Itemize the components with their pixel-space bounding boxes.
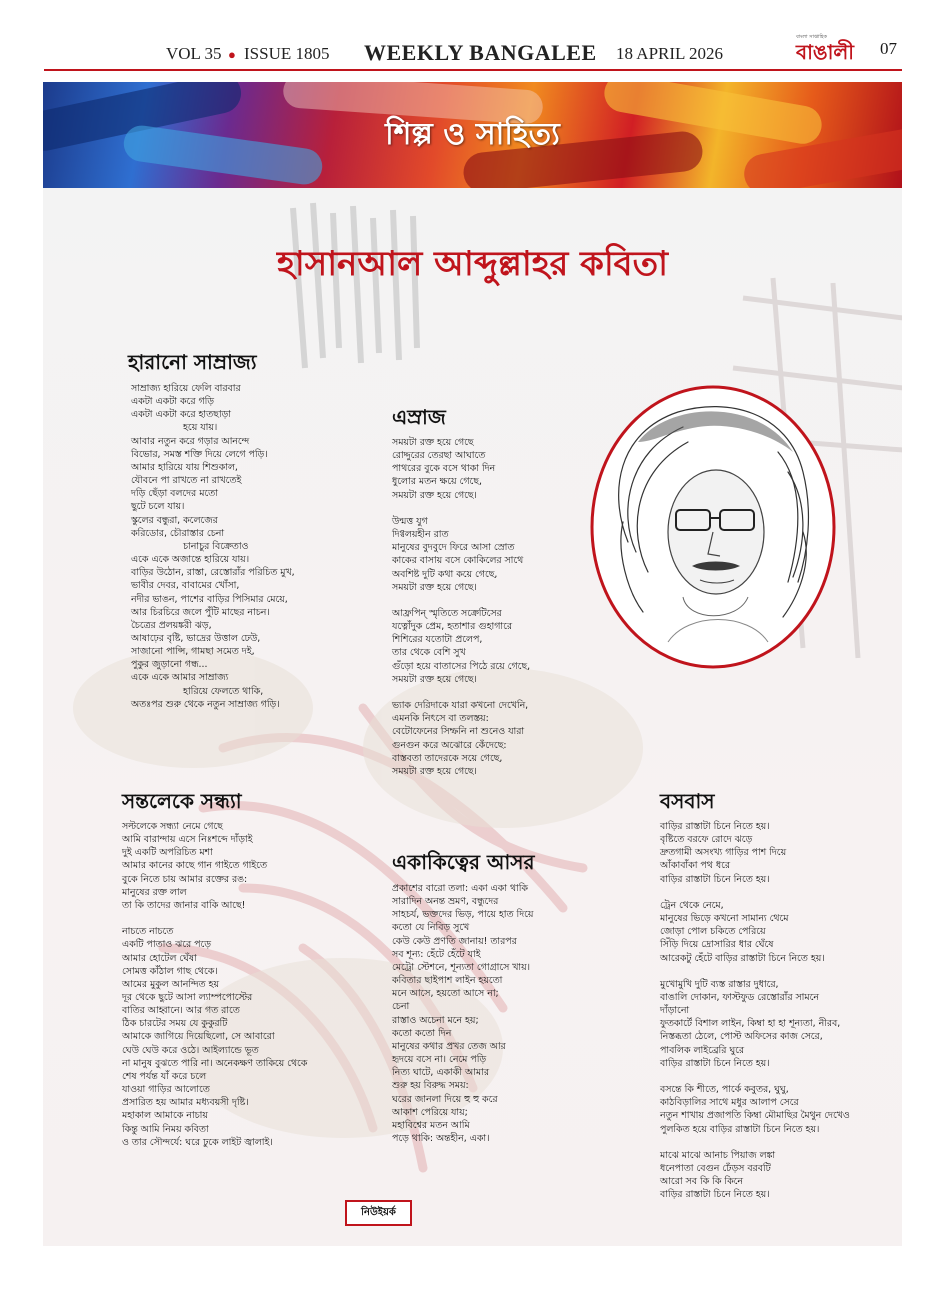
poem-body-3 xyxy=(122,820,307,1149)
poem-line: যত্নোঁদুক প্রেম, হতাশার গুহাগারে xyxy=(392,621,513,633)
poem-line: কাকের বাসায় বসে কোকিলের সাথে xyxy=(392,555,524,567)
poem-line: সময়টা রক্ত হয়ে গেছে। xyxy=(392,489,477,501)
poem-line: বসন্তে কি শীতে, পার্কে কবুতর, ঘুঘু, xyxy=(660,1084,789,1096)
poem-line: একটা একটা করে হাতছাড়া xyxy=(131,409,231,421)
poem-line: বাড়ির উঠোন, রাস্তা, রেস্তোরাঁর পরিচিত মুখ, xyxy=(131,567,295,579)
poem-line: অতঃপর শুরু থেকে নতুন সাম্রাজ্য গড়ি। xyxy=(131,698,280,710)
header-rule xyxy=(44,69,902,71)
poem-title-3: সন্তলেকে সন্ধ্যা xyxy=(122,789,242,813)
poem-line: সময়টা রক্ত হয়ে গেছে। xyxy=(392,765,477,777)
poem-line: শুরু হয় বিরুদ্ধ সময়: xyxy=(392,1080,469,1092)
poem-line: জোড়া পোল চকিতে পেরিয়ে xyxy=(660,926,766,938)
poem-line: প্রকাশের বারো তলা: একা একা থাকি xyxy=(392,883,528,894)
poem-line: কাঠবিড়ালির সাথে মধুর আলাপ সেরে xyxy=(660,1097,799,1109)
poem-line: ঠিক চারটের সময় যে কুকুরটি xyxy=(122,1018,228,1030)
poem-line: কতো যে নিবিড় সুখে xyxy=(392,922,470,934)
poem-line: তার থেকে বেশি সুখ xyxy=(392,647,466,659)
poem-line: শিশিরের যতোটা প্রলেপ, xyxy=(392,634,483,646)
poem-line: পাবলিক লাইব্রেরি ঘুরে xyxy=(660,1044,745,1056)
poem-line: একটি পাতাও ঝরে পড়ে xyxy=(122,939,211,951)
poem-line: আঁকাবাঁকা পথ ধরে xyxy=(660,860,730,872)
poem-line: আরেকটু হেঁটে বাড়ির রাস্তাটা চিনে নিতে হয়। xyxy=(660,952,825,964)
poem-line: দুই একটি অপরিচিত মশা xyxy=(122,847,213,859)
poem-line: একটা একটা করে গড়ি xyxy=(131,396,214,408)
location-tag: নিউইয়র্ক xyxy=(345,1200,412,1226)
poem-line xyxy=(660,1136,850,1149)
poem-body-1 xyxy=(131,382,295,711)
poem-line: ঘরের জানলা দিয়ে হু হু করে xyxy=(392,1093,498,1105)
poem-line: কিন্তু আমি নিময় কবিতা xyxy=(122,1123,209,1135)
poem-line: দাঁড়ানো xyxy=(660,1005,690,1017)
poem-line xyxy=(392,686,530,699)
issue-date: 18 APRIL 2026 xyxy=(616,44,724,63)
poem-line: বাড়ির রাস্তাটা চিনে নিতে হয়। xyxy=(660,1189,770,1201)
poem-line: আফ্রপিন্ স্মৃতিতে সক্রেটিসের xyxy=(392,608,502,619)
poem-line: পুকুর জুড়ানো গন্ধ... xyxy=(131,659,208,671)
separator-dot: ● xyxy=(228,47,236,62)
poem-line: বাস্তবতা তাদেরকে সয়ে গেছে, xyxy=(392,752,503,764)
poem-line: না মানুষ বুঝতে পারি না। অনেকক্ষণ তাকিয়ে থেকে xyxy=(122,1057,308,1069)
poem-line: ধনেপাতা বেগুন ঢেঁড়স বরবটি xyxy=(660,1163,771,1174)
poem-line: স্কুলের বন্ধুরা, কলেজের xyxy=(131,514,218,526)
poem-line: নিত্য ঘাটে, একাকী আমার xyxy=(392,1067,490,1079)
poem-line: সারাদিন অনন্ত ভ্রমণ, বন্ধুদের xyxy=(392,896,499,908)
poem-line: মানুষের কথার প্রখর তেজ আর xyxy=(392,1040,506,1052)
poem-line: নাচতে নাচতে xyxy=(122,926,174,938)
poem-line xyxy=(392,502,530,515)
page-header xyxy=(44,34,902,70)
poem-line: বিভোর, সমস্ত শক্তি দিয়ে লেগে পড়ি। xyxy=(131,448,268,460)
publication-logo: বাঙালী xyxy=(796,40,855,64)
page-number: 07 xyxy=(880,39,897,58)
poem-line: আমার হারিয়ে যায় শিশুকাল, xyxy=(131,461,238,473)
poem-line: পাথরের বুকে বসে থাকা দিন xyxy=(392,463,496,475)
poem-line: যৌবনে পা রাখতে না রাখতেই xyxy=(131,475,242,487)
poem-line xyxy=(660,886,850,899)
poem-line: মানুষের ভিড়ে কখনো সামান্য থেমে xyxy=(660,913,789,925)
poem-line: একে একে আমার সাম্রাজ্য xyxy=(131,672,229,684)
poem-line: দড়ি ছেঁড়া বলদের মতো xyxy=(131,488,218,500)
poem-title-4: একাকিত্বের আসর xyxy=(392,850,535,874)
poem-line: গুঁড়ো হয়ে বাতাসের পিঠে রয়ে গেছে, xyxy=(392,660,531,672)
poem-line: চেনা xyxy=(392,1001,410,1013)
poem-line: মানুষের রক্ত লাল xyxy=(122,886,187,898)
poem-line: রোদ্দুরের তেরছা আঘাতে xyxy=(392,450,486,462)
poem-line: সাহচর্য, ভক্তদের ভিড়, পায়ে হাত দিয়ে xyxy=(392,909,534,921)
poem-line: পড়ে থাকি: অন্তহীন, একা। xyxy=(392,1132,490,1144)
poem-line: বুকে নিতে চায় আমার রক্তের রঙ: xyxy=(122,873,248,885)
poem-body-2 xyxy=(392,436,530,778)
poem-line: ও তার সৌন্দর্যে: ঘরে ঢুকে লাইট জ্বালাই। xyxy=(122,1136,273,1148)
poem-line: বাড়ির রাস্তাটা চিনে নিতে হয়। xyxy=(660,1057,770,1069)
poem-line: কতো কতো দিন xyxy=(392,1027,452,1039)
poem-title-2: এস্রাজ xyxy=(392,405,446,429)
publication-name: WEEKLY BANGALEE xyxy=(364,40,597,65)
poem-line: বাতির আহ্বানে। আর গত রাতে xyxy=(122,1005,240,1017)
poem-line: ধুলোর মতন ক্ষয়ে গেছে, xyxy=(392,476,482,488)
poem-line: চানাচুর বিক্রেতাও xyxy=(183,540,249,552)
poem-line: বৃষ্টিতে বরফে রোদে ঝড়ে xyxy=(660,834,753,846)
poem-line: মহাবিশ্বের মতন আমি xyxy=(392,1119,470,1131)
poem-line: তা কি তাদের জানার বাকি আছে! xyxy=(122,899,246,911)
poem-line: আমের মুকুল আনন্দিত হয় xyxy=(122,978,219,990)
poem-line xyxy=(660,1070,850,1083)
poem-line: দ্রুতগামী অসংখ্য গাড়ির পাশ দিয়ে xyxy=(660,847,787,859)
poem-line: মাঝে মাঝে আনাচ পিয়াজ লঙ্কা xyxy=(660,1149,776,1161)
poem-line: সময়টা রক্ত হয়ে গেছে xyxy=(392,437,474,448)
poem-line: উন্মত্ত যুগ xyxy=(392,515,428,527)
poem-line: সময়টা রক্ত হয়ে গেছে। xyxy=(392,673,477,685)
poem-line: সব শূন্য: হেঁটে হেঁটে যাই xyxy=(392,948,481,960)
poem-line: সময়টা রক্ত হয়ে গেছে। xyxy=(392,581,477,593)
poem-line: আর চিরচিরে জলে পুঁটি মাছের নাচন। xyxy=(131,606,270,618)
poem-line: আষাঢ়ের বৃষ্টি, ভাদ্রের উত্তাল ঢেউ, xyxy=(131,632,261,644)
poem-line: বেটোফেনের সিম্ফনি না শুনেও যারা xyxy=(392,726,525,738)
poem-body-4 xyxy=(392,882,533,1145)
logo-tagline: বাংলা সাপ্তাহিক xyxy=(796,34,828,40)
poem-line: ভাবীর দেবর, বাবামের খোঁসা, xyxy=(131,580,240,592)
poem-line: মনে আসে, হয়তো আসে না; xyxy=(392,988,499,1000)
poem-line: নতুন শাখায় প্রজাপতি কিম্বা মৌমাছির মৈথুন দেখেও xyxy=(660,1110,850,1122)
poem-line: একে একে অজান্তে হারিয়ে যায়। xyxy=(131,554,250,566)
volume-label: VOL 35 xyxy=(166,44,222,63)
poem-title-5: বসবাস xyxy=(660,789,715,813)
poem-line: ট্রেন থেকে নেমে, xyxy=(660,899,724,911)
main-title: হাসানআল আব্দুল্লাহর কবিতা xyxy=(277,244,668,284)
poem-line: গুনগুন করে অঝোরে কেঁদেছে: xyxy=(392,739,507,751)
poem-line: আমাকে জাগিয়ে দিয়েছিলো, সে আবারো xyxy=(122,1031,275,1043)
poem-line: নিস্তব্ধতা ঠেলে, পোস্ট অফিসের কাজ সেরে, xyxy=(660,1031,823,1043)
poem-line: সাম্রাজ্য হারিয়ে ফেলি বারবার xyxy=(131,383,241,394)
poem-line: বাড়ির রাস্তাটা চিনে নিতে হয়। xyxy=(660,821,770,832)
poem-line: ভ্যাক দেরিদাকে যারা কখনো দেখেনি, xyxy=(392,700,529,712)
issue-label: ISSUE 1805 xyxy=(244,44,330,63)
poem-line: ঘেউ ঘেউ করে ওঠে। আইল্যান্ডে ভূত xyxy=(122,1044,259,1056)
poem-line: করিডোর, চৌরাস্তার চেনা xyxy=(131,527,225,539)
poem-line: কবিতার ছাইপাশ লাইন হয়তো xyxy=(392,975,503,987)
poem-line: যাওয়া গাড়ির আলোতে xyxy=(122,1084,210,1096)
poem-line xyxy=(392,594,530,607)
poem-line: এমনকি নিৎসে বা তলস্তয়: xyxy=(392,713,489,725)
poem-line: বাঙালি দোকান, ফাস্টফুড রেস্তোরাঁর সামনে xyxy=(660,992,819,1003)
poem-line: মানুষের বুদবুদে ফিরে আসা স্রোত xyxy=(392,542,515,554)
section-title: শিল্প ও সাহিত্য xyxy=(385,117,560,152)
poem-line: প্রসারিত হয় আমার মধ্যবয়সী দৃষ্টি। xyxy=(122,1097,249,1109)
poem-line: মুখোমুখি দুটি ব্যস্ত রাস্তার দুধারে, xyxy=(660,978,779,990)
poem-line: শেষ পর্যন্ত যাঁ করে চলে xyxy=(122,1070,207,1082)
poem-line: আরো সব কি কি কিনে xyxy=(660,1176,743,1188)
poem-line: মেট্রো স্টেশনে, শূন্যতা গোগ্রাসে খায়। xyxy=(392,961,531,973)
poem-line: সল্টলেকে সন্ধ্যা নেমে গেছে xyxy=(122,821,223,832)
section-banner xyxy=(43,82,902,188)
poem-line: সোমত্ত কাঁঠাল গাছ থেকে। xyxy=(122,965,218,977)
poem-line: দূর থেকে ছুটে আসা ল্যাম্পপোস্টের xyxy=(122,992,253,1004)
poem-line: পুলকিত হয়ে বাড়ির রাস্তাটা চিনে নিতে হয়। xyxy=(660,1123,820,1135)
poem-body-5 xyxy=(660,820,850,1201)
poem-line: বাড়ির রাস্তাটা চিনে নিতে হয়। xyxy=(660,873,770,885)
poem-title-1: হারানো সাম্রাজ্য xyxy=(128,350,257,374)
poem-line: মহাকাল আমাকে নাচায় xyxy=(122,1110,208,1122)
poem-line: সিঁড়ি দিয়ে দ্রোসারির ধার ঘেঁষে xyxy=(660,939,774,951)
poem-line xyxy=(122,912,307,925)
poem-line: আমার কানের কাছে গান গাইতে গাইতে xyxy=(122,860,267,872)
poem-line: দিগ্বলয়হীন রাত xyxy=(392,529,449,541)
poem-line: আকাশ পেরিয়ে যায়; xyxy=(392,1106,468,1118)
poem-line: ফুতকাৰ্টে বিশাল লাইন, কিম্বা হা হা শূন্যতা, নীরব, xyxy=(660,1018,841,1030)
poem-line: হয়ে যায়। xyxy=(183,422,218,434)
poem-line: নদীর ভাঙন, পাশের বাড়ির পিসিমার মেয়ে, xyxy=(131,593,288,605)
poem-line: সাজানো পান্সি, গামছা সমেত দই, xyxy=(131,646,255,658)
poem-line: আমার হোটেল ঘেঁষা xyxy=(122,952,197,964)
portrait-sketch-icon xyxy=(588,382,838,672)
poem-line: ছুটে চলে যায়। xyxy=(131,501,185,513)
poem-line: আবার নতুন করে গড়ার আনন্দে xyxy=(131,435,250,447)
poem-line: অবশিষ্ট দুটি কথা কয়ে গেছে, xyxy=(392,568,498,580)
poem-line: হৃদয়ে বসে না। নেমে পড়ি xyxy=(392,1054,487,1066)
poem-line: রাস্তাও অচেনা মনে হয়; xyxy=(392,1014,479,1026)
poem-line: আমি বারান্দায় এসে নিঃশব্দে দাঁড়াই xyxy=(122,834,253,846)
poem-line: চৈত্রের প্রলয়ঙ্করী ঝড়, xyxy=(131,619,212,631)
poem-line: হারিয়ে ফেলতে থাকি, xyxy=(183,685,264,697)
poem-line: কেউ কেউ প্রণতি জানায়! তারপর xyxy=(392,935,517,947)
poem-line xyxy=(660,965,850,978)
